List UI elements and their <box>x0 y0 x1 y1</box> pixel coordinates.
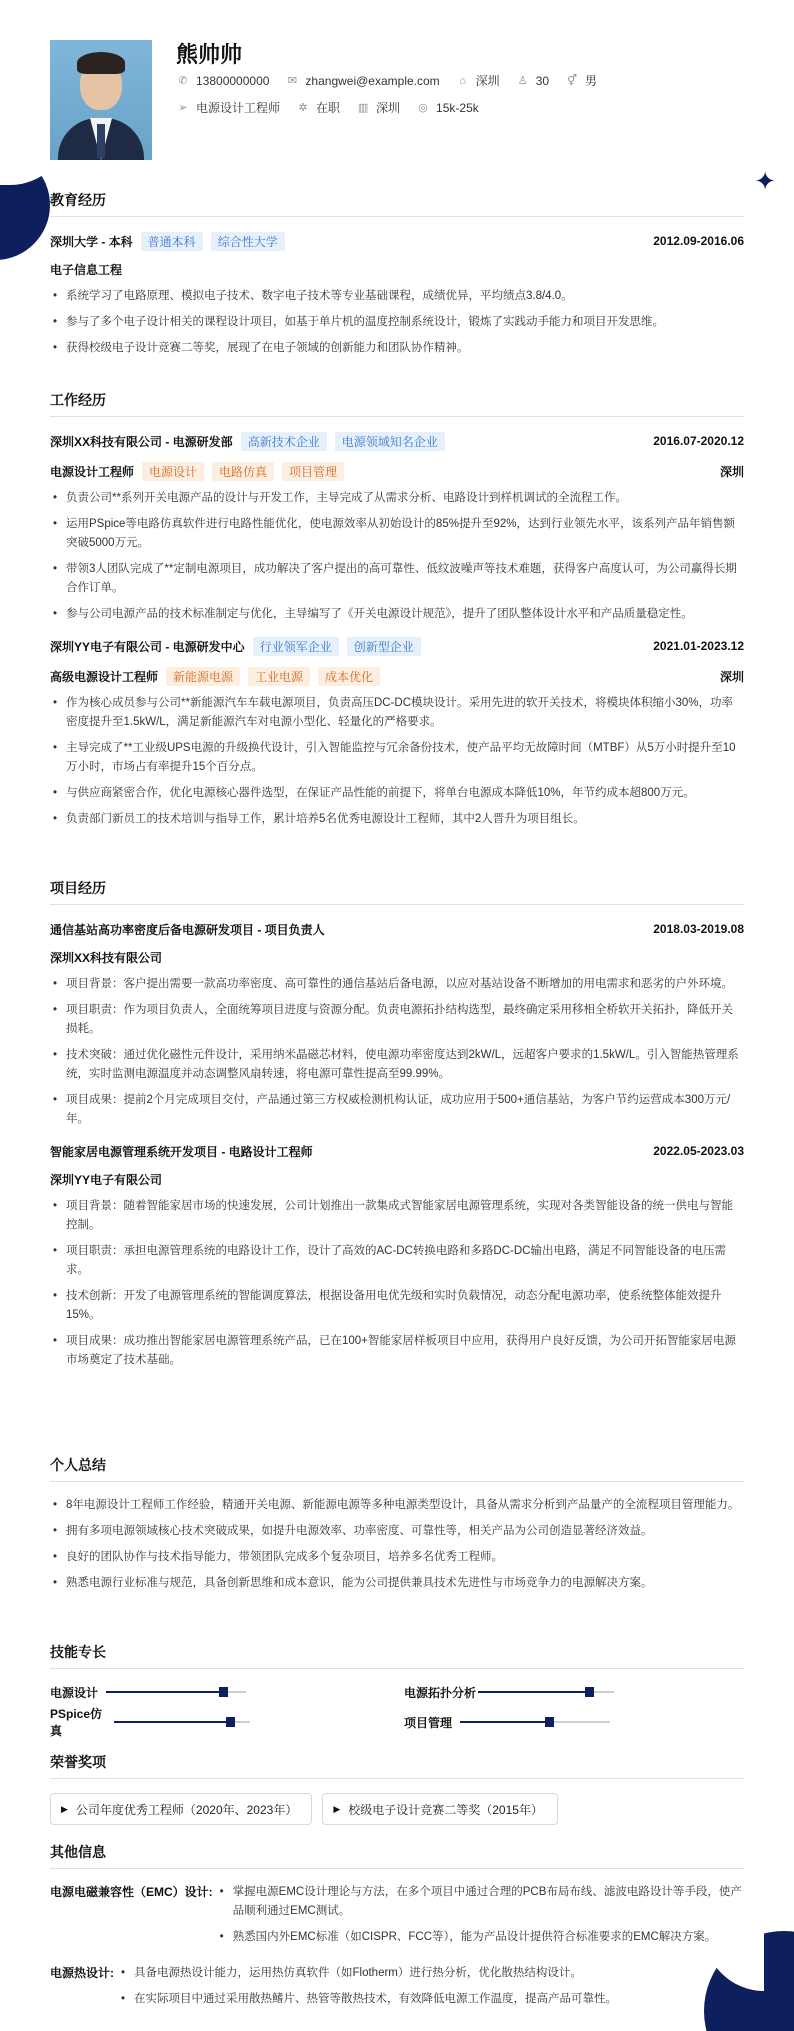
list-item: • 项目职责：作为项目负责人，全面统筹项目进度与资源分配。负责电源拓扑结构选型，最终确定采用移相全桥软开关拓扑，降低开关损耗。 <box>50 1001 744 1039</box>
company-name: 深圳YY电子有限公司 - 电源研发中心 <box>50 639 245 654</box>
job-role-row <box>50 461 744 481</box>
list-item: • 负责公司**系列开关电源产品的设计与开发工作，主导完成了从需求分析、电路设计到样机调试的全流程工作。 <box>50 489 744 508</box>
projects-section <box>50 878 744 1377</box>
job-entry <box>50 431 744 624</box>
send-icon: ➢ <box>178 102 188 114</box>
list-item: • 技术突破：通过优化磁性元件设计，采用纳米晶磁芯材料，使电源功率密度达到2kW/L，远超客户要求的1.5kW/L。引入智能热管理系统，实时监测电源温度并动态调整风扇转速，将电源可靠性提高至99.99%。 <box>50 1046 744 1084</box>
skill-knob <box>545 1717 554 1727</box>
skill-bar <box>460 1721 610 1723</box>
skill-name: 项目管理 <box>404 1715 453 1730</box>
role-tag: 电源设计 <box>142 462 204 481</box>
award-item <box>322 1793 558 1825</box>
phone-icon: ✆ <box>178 75 188 87</box>
role-tag: 电路仿真 <box>212 462 274 481</box>
job-company-row <box>50 431 744 451</box>
skill-knob <box>226 1717 235 1727</box>
list-item: • 获得校级电子设计竞赛二等奖，展现了在电子领域的创新能力和团队协作精神。 <box>50 339 744 358</box>
awards-list <box>50 1793 744 1825</box>
home-icon: ⌂ <box>459 74 466 87</box>
mail-icon: ✉ <box>287 75 298 87</box>
triangle-right-icon: ▶ <box>333 1803 341 1814</box>
target-city-text: 深圳 <box>376 101 401 115</box>
city-item <box>456 72 500 89</box>
list-item: • 运用PSpice等电路仿真软件进行电路性能优化，使电源效率从初始设计的85%提升至92%，达到行业领先水平，该系列产品年销售额突破5000万元。 <box>50 515 744 553</box>
list-item: • 项目背景：随着智能家居市场的快速发展，公司计划推出一款集成式智能家居电源管理系统，实现对各类智能设备的统一供电与智能控制。 <box>50 1197 744 1235</box>
job-bullets <box>50 489 744 624</box>
award-text: 公司年度优秀工程师（2020年、2023年） <box>75 1802 298 1817</box>
role-tag: 新能源电源 <box>166 667 240 686</box>
project-entry <box>50 1141 744 1370</box>
project-company: 深圳XX科技有限公司 <box>50 951 163 965</box>
list-item: • 项目成果：提前2个月完成项目交付，产品通过第三方权威检测机构认证，成功应用于500+通信基站，为客户节约运营成本300万元/年。 <box>50 1091 744 1129</box>
skill-item <box>50 1683 404 1701</box>
list-item: • 参与公司电源产品的技术标准制定与优化，主导编写了《开关电源设计规范》，提升了团队整体设计水平和产品质量稳定性。 <box>50 605 744 624</box>
list-item: • 技术创新：开发了电源管理系统的智能调度算法，根据设备用电优先级和实时负载情况，动态分配电源功率，使系统整体能效提升15%。 <box>50 1287 744 1325</box>
project-row <box>50 1141 744 1161</box>
company-name: 深圳XX科技有限公司 - 电源研发部 <box>50 434 233 449</box>
position-item <box>176 99 280 116</box>
status-item <box>296 99 340 116</box>
list-item: • 项目职责：承担电源管理系统的电路设计工作，设计了高效的AC-DC转换电路和多路DC-DC输出电路，满足不同智能设备的电压需求。 <box>50 1242 744 1280</box>
company-tag: 创新型企业 <box>347 637 421 656</box>
list-item: • 熟悉国内外EMC标准（如CISPR、FCC等），能为产品设计提供符合标准要求的EMC解决方案。 <box>217 1928 744 1947</box>
other-block <box>50 1883 744 1954</box>
job-bullets <box>50 694 744 829</box>
project-row <box>50 919 744 939</box>
project-company: 深圳YY电子有限公司 <box>50 1173 163 1187</box>
salary-text: 15k-25k <box>436 100 479 115</box>
gender-item <box>565 72 597 89</box>
list-item: • 项目成果：成功推出智能家居电源管理系统产品，已在100+智能家居样板项目中应用，获得用户良好反馈，为公司开拓智能家居电源市场奠定了技术基础。 <box>50 1332 744 1370</box>
skill-name: 电源设计 <box>50 1685 99 1700</box>
phone-item <box>176 74 269 88</box>
triangle-right-icon: ▶ <box>61 1803 68 1814</box>
job-intent-row <box>176 99 495 116</box>
awards-section <box>50 1752 744 1825</box>
profile-header <box>50 0 744 180</box>
project-entry <box>50 919 744 1129</box>
other-label: 电源电磁兼容性（EMC）设计: <box>50 1885 213 1899</box>
job-entry <box>50 636 744 829</box>
company-tag: 行业领军企业 <box>253 637 339 656</box>
resume-page <box>0 0 794 180</box>
list-item: • 熟悉电源行业标准与规范，具备创新思维和成本意识，能为公司提供兼具技术先进性与市场竞争力的电源解决方案。 <box>50 1574 744 1593</box>
role-name: 电源设计工程师 <box>50 464 135 479</box>
target-city-item <box>356 99 400 116</box>
skills-section <box>50 1642 744 1738</box>
email-text: zhangwei@example.com <box>305 73 440 88</box>
project-period: 2022.05-2023.03 <box>653 1144 744 1158</box>
school-tag: 综合性大学 <box>211 232 285 251</box>
age-text: 30 <box>535 73 550 88</box>
email-item <box>285 74 439 88</box>
coin-icon: ◎ <box>418 102 428 114</box>
status-text: 在职 <box>316 101 341 115</box>
skill-item <box>404 1683 744 1701</box>
skill-name: 电源拓扑分析 <box>404 1685 477 1700</box>
role-tag: 成本优化 <box>318 667 380 686</box>
education-period: 2012.09-2016.06 <box>653 234 744 248</box>
project-name: 通信基站高功率密度后备电源研发项目 - 项目负责人 <box>50 922 325 937</box>
section-title: 个人总结 <box>50 1455 744 1482</box>
list-item: • 负责部门新员工的技术培训与指导工作，累计培养5名优秀电源设计工程师，其中2人晋升为项目组长。 <box>50 810 744 829</box>
salary-item <box>416 101 479 115</box>
list-item: • 带领3人团队完成了**定制电源项目，成功解决了客户提出的高可靠性、低纹波噪声等技术难题，获得客户高度认可，为公司赢得长期合作订单。 <box>50 560 744 598</box>
project-name: 智能家居电源管理系统开发项目 - 电路设计工程师 <box>50 1144 313 1159</box>
skill-bar <box>114 1721 250 1723</box>
list-item: • 主导完成了**工业级UPS电源的升级换代设计，引入智能监控与冗余备份技术，使产品平均无故障时间（MTBF）从5万小时提升至10万小时，市场占有率提升15个百分点。 <box>50 739 744 777</box>
project-period: 2018.03-2019.08 <box>653 922 744 936</box>
section-title: 项目经历 <box>50 878 744 905</box>
list-item: • 8年电源设计工程师工作经验，精通开关电源、新能源电源等多种电源类型设计，具备从需求分析到产品量产的全流程项目管理能力。 <box>50 1496 744 1515</box>
list-item: • 良好的团队协作与技术指导能力，带领团队完成多个复杂项目，培养多名优秀工程师。 <box>50 1548 744 1567</box>
skill-bar <box>106 1691 246 1693</box>
job-period: 2016.07-2020.12 <box>653 434 744 448</box>
role-tag: 项目管理 <box>282 462 344 481</box>
other-bullets <box>118 1964 744 2016</box>
skill-knob <box>585 1687 594 1697</box>
job-city: 深圳 <box>719 464 744 479</box>
skill-grid <box>50 1683 744 1738</box>
job-company-row <box>50 636 744 656</box>
section-title: 荣誉奖项 <box>50 1752 744 1779</box>
education-section <box>50 190 744 365</box>
phone-text: 13800000000 <box>196 73 270 88</box>
major-name: 电子信息工程 <box>50 263 123 277</box>
list-item: • 掌握电源EMC设计理论与方法，在多个项目中通过合理的PCB布局布线、滤波电路设计等手段，使产品顺利通过EMC测试。 <box>217 1883 744 1921</box>
award-text: 校级电子设计竞赛二等奖（2015年） <box>348 1802 543 1817</box>
candidate-name: 熊帅帅 <box>176 42 243 67</box>
gender-text: 男 <box>585 74 598 88</box>
other-label: 电源热设计: <box>50 1966 114 1980</box>
role-name: 高级电源设计工程师 <box>50 669 159 684</box>
education-row <box>50 231 744 251</box>
avatar-photo <box>50 40 152 160</box>
list-item: • 在实际项目中通过采用散热鳍片、热管等散热技术，有效降低电源工作温度，提高产品可靠性。 <box>118 1990 744 2009</box>
skill-item <box>404 1713 744 1731</box>
summary-section <box>50 1455 744 1600</box>
list-item: • 系统学习了电路原理、模拟电子技术、数字电子技术等专业基础课程，成绩优异，平均绩点3.8/4.0。 <box>50 287 744 306</box>
section-title: 技能专长 <box>50 1642 744 1669</box>
work-section <box>50 390 744 836</box>
gear-icon: ✲ <box>298 102 308 114</box>
project-bullets <box>50 1197 744 1370</box>
project-bullets <box>50 975 744 1129</box>
list-item: • 作为核心成员参与公司**新能源汽车车载电源项目，负责高压DC-DC模块设计。采用先进的软开关技术，将模块体积缩小30%，功率密度提升至1.5kW/L，满足新能源汽车对电源小型化、轻量化的严格要求。 <box>50 694 744 732</box>
list-item: • 拥有多项电源领域核心技术突破成果，如提升电源效率、功率密度、可靠性等，相关产品为公司创造显著经济效益。 <box>50 1522 744 1541</box>
role-tag: 工业电源 <box>248 667 310 686</box>
list-item: • 参与了多个电子设计相关的课程设计项目，如基于单片机的温度控制系统设计，锻炼了实践动手能力和项目开发思维。 <box>50 313 744 332</box>
company-tag: 电源领域知名企业 <box>335 432 445 451</box>
section-title: 其他信息 <box>50 1842 744 1869</box>
skill-name: PSpice仿真 <box>50 1707 103 1738</box>
list-item: • 具备电源热设计能力，运用热仿真软件（如Flotherm）进行热分析，优化散热结构设计。 <box>118 1964 744 1983</box>
other-block <box>50 1964 744 2016</box>
company-tag: 高新技术企业 <box>241 432 327 451</box>
age-item <box>516 74 549 88</box>
skill-item <box>50 1707 404 1738</box>
section-title: 教育经历 <box>50 190 744 217</box>
job-city: 深圳 <box>719 669 744 684</box>
contact-row <box>176 72 613 89</box>
list-item: • 项目背景：客户提出需要一款高功率密度、高可靠性的通信基站后备电源，以应对基站设备不断增加的用电需求和恶劣的户外环境。 <box>50 975 744 994</box>
sparkle-icon: ✦ <box>754 166 776 196</box>
person-icon: ♙ <box>517 75 528 87</box>
gender-icon: ⚥ <box>567 75 578 87</box>
other-section <box>50 1842 744 2026</box>
school-tag: 普通本科 <box>141 232 203 251</box>
job-role-row <box>50 666 744 686</box>
city-text: 深圳 <box>475 74 500 88</box>
position-text: 电源设计工程师 <box>196 101 281 115</box>
skill-knob <box>219 1687 228 1697</box>
job-period: 2021.01-2023.12 <box>653 639 744 653</box>
section-title: 工作经历 <box>50 390 744 417</box>
school-name: 深圳大学 - 本科 <box>50 234 133 249</box>
list-item: • 与供应商紧密合作，优化电源核心器件选型，在保证产品性能的前提下，将单台电源成本降低10%，年节约成本超800万元。 <box>50 784 744 803</box>
summary-bullets <box>50 1496 744 1593</box>
building-icon: ▥ <box>357 102 369 114</box>
award-item <box>50 1793 312 1825</box>
other-bullets <box>217 1883 744 1954</box>
education-bullets <box>50 287 744 358</box>
skill-bar <box>478 1691 614 1693</box>
